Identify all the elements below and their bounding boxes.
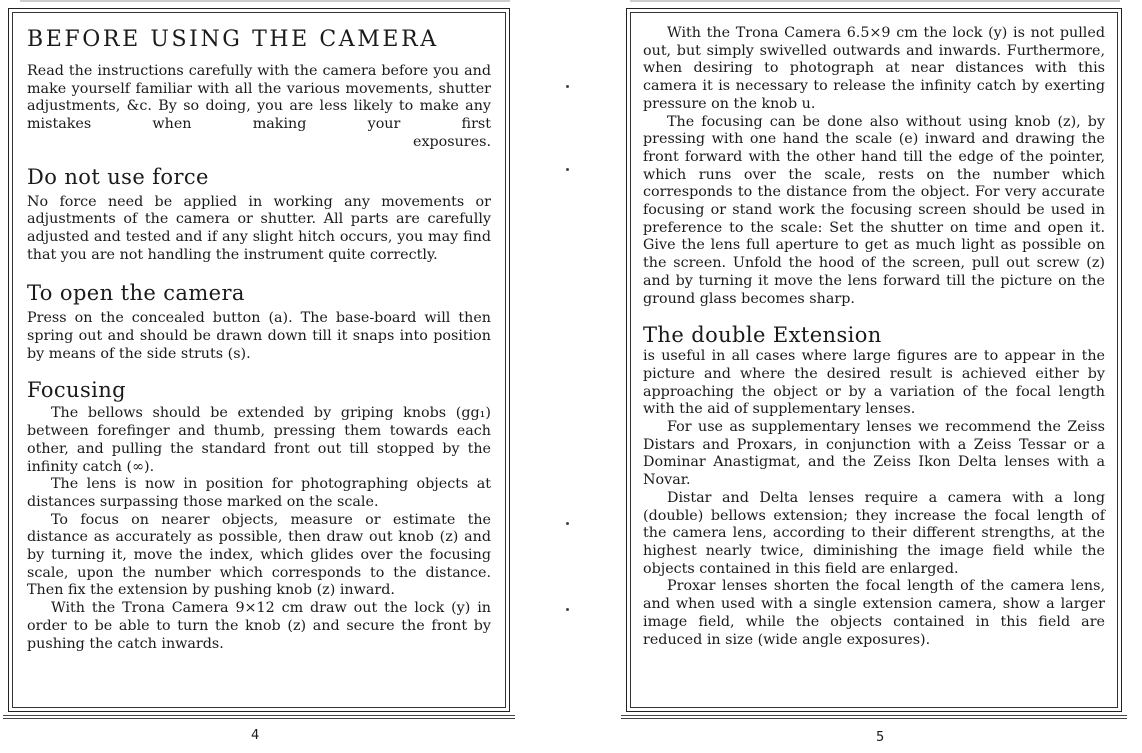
gutter-mark [566,608,569,611]
left-page [0,0,520,753]
gutter-mark [566,522,569,525]
left-page-frame [8,8,510,712]
section-heading-double-extension: The double Extension [643,323,882,348]
page-title: BEFORE USING THE CAMERA [27,27,439,52]
gutter-mark [566,85,569,88]
focusing-paragraph-4: With the Trona Camera 9×12 cm draw out the lock (y) in order to be able to turn the knob (z) and secure the front by pushing the catch inwards. [27,600,491,652]
section-force-text: No force need be applied in working any movements or adjustments of the camera or shutter. All parts are carefully adjusted and tested and if any slight hitch occurs, you may find that you are not handling the instrument quite correctly. [27,193,491,263]
right-page-content [643,25,1105,649]
double-extension-paragraph-2: For use as supplementary lenses we recommend the Zeiss Distars and Proxars, in conjunction with a Zeiss Tessar or a Dominar Anastigmat, and the Zeiss Ikon Delta lenses with a Novar. [643,419,1105,489]
right-paragraph-1: With the Trona Camera 6.5×9 cm the lock (y) is not pulled out, but simply swivelled outwards and inwards. Furthermore, when desiring to photograph at near distances with this camera it is necessary to release the infinity catch by exerting pressure on the knob u. [643,25,1105,112]
focusing-paragraph-1: The bellows should be extended by griping knobs (gg₁) between forefinger and thumb, pressing them towards each other, and pulling the standard front out till stopped by the infinity catch (∞). [27,405,491,475]
scan-edge [630,0,1120,2]
right-paragraph-2: The focusing can be done also without using knob (z), by pressing with one hand the scale (e) inward and drawing the front forward with the other hand till the edge of the pointer, which runs over the scale, rests on the number which corresponds to the distance from the object. For very accurate focusing or stand work the focusing screen should be used in preference to the scale: Set the shutter on time and open it. Give the lens full aperture to get as much light as possible on the screen. Unfold the hood of the screen, pull out screw (z) and by turning it move the lens forward till the picture on the ground glass becomes sharp. [643,113,1105,307]
right-page [620,0,1142,753]
right-page-frame [626,8,1122,712]
left-page-content [27,27,491,653]
double-extension-paragraph-1: is useful in all cases where large figures are to appear in the picture and where the desired result is achieved either by approaching the object or by a variation of the focal length with the aid of supplementary lenses. [643,348,1105,418]
section-heading-focusing: Focusing [27,378,127,403]
section-heading-force: Do not use force [27,164,209,189]
focusing-paragraph-3: To focus on nearer objects, measure or estimate the distance as accurately as possible, then draw out knob (z) and by turning it, move the index, which glides over the focusing scale, upon the number which corresponds to the distance. Then fix the extension by pushing knob (z) inward. [27,511,491,599]
page-number-left: 4 [251,728,260,743]
section-heading-open: To open the camera [27,281,245,306]
intro-paragraph: Read the instructions carefully with the camera before you and make yourself familiar with all the various movements, shutter adjustments, &c. By so doing, you are less likely to make any mistakes when making your first [27,63,491,133]
page-number-right: 5 [876,730,885,745]
intro-paragraph-end: exposures. [412,133,491,150]
section-open-text: Press on the concealed button (a). The base-board will then spring out and should be drawn down till it snaps into position by means of the side struts (s). [27,310,491,362]
scan-edge [20,0,510,2]
focusing-paragraph-2: The lens is now in position for photographing objects at distances surpassing those marked on the scale. [27,476,491,510]
double-extension-paragraph-3: Distar and Delta lenses require a camera with a long (double) bellows extension; they increase the focal length of the camera lens, according to their different strengths, at the highest nearly twice, diminishing the image field while the objects contained in this field are enlarged. [643,489,1105,577]
double-extension-paragraph-4: Proxar lenses shorten the focal length of the camera lens, and when used with a single extension camera, show a larger image field, while the objects contained in this field are reduced in size (wide angle exposures). [643,578,1105,648]
gutter-mark [566,168,569,171]
